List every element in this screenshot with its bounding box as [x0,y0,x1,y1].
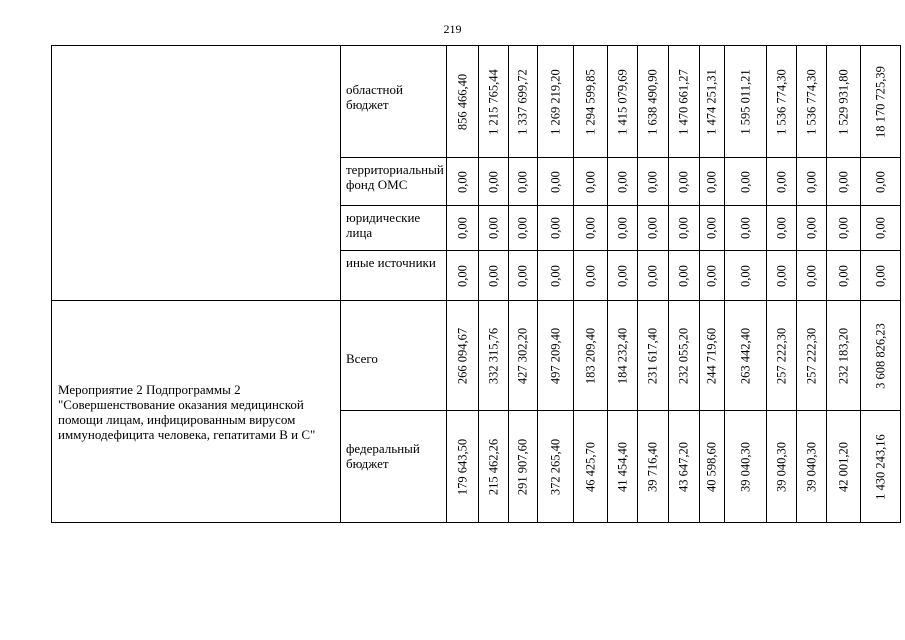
value-cell-total: 1 430 243,16 [873,433,887,500]
value-cell: 0,00 [774,170,788,193]
value-cell: 0,00 [836,264,850,287]
value-cell: 0,00 [583,170,597,193]
value-cell: 856 466,40 [455,73,469,130]
value-cell: 1 474 251,31 [704,68,719,135]
value-cell: 0,00 [676,217,691,239]
value-cell: 0,00 [704,264,719,287]
event-title: Мероприятие 2 Подпрограммы 2 "Совершенствование оказания медицинской помощи лицам, инфицированным вирусом иммунодефицита человека, гепатитами В и С" [52,301,341,523]
value-cell: 0,00 [615,264,629,287]
value-cell: 0,00 [738,170,752,193]
value-cell: 0,00 [738,217,752,239]
value-cell: 0,00 [804,170,818,193]
value-cell: 0,00 [615,170,629,193]
value-cell: 0,00 [676,170,691,193]
value-cell: 1 215 765,44 [486,68,500,135]
value-cell: 427 302,20 [515,327,530,384]
value-cell: 0,00 [583,217,597,239]
source-other: иные источники [341,251,447,301]
value-cell: 0,00 [583,264,597,287]
value-cell: 215 462,26 [486,438,500,495]
value-cell: 0,00 [836,170,850,193]
value-cell: 0,00 [455,264,469,287]
source-total: Всего [341,301,447,411]
value-cell: 0,00 [645,170,660,193]
value-cell: 0,00 [704,217,719,239]
value-cell: 0,00 [704,170,719,193]
table-row [52,46,901,158]
value-cell: 39 040,30 [774,441,788,492]
value-cell: 0,00 [515,170,530,193]
source-legal-entities: юридические лица [341,206,447,251]
value-cell: 39 040,30 [738,441,752,492]
value-cell: 1 294 599,85 [583,68,597,135]
event-cell-empty [52,46,341,301]
value-cell: 40 598,60 [704,441,719,492]
source-federal-budget: федеральный бюджет [341,411,447,523]
value-cell: 0,00 [455,170,469,193]
value-cell: 0,00 [738,264,752,287]
value-cell: 497 209,40 [548,327,562,384]
table-row [52,301,901,411]
value-cell: 1 470 661,27 [676,68,691,135]
value-cell: 1 269 219,20 [548,68,562,135]
value-cell: 179 643,50 [455,438,469,495]
value-cell: 184 232,40 [615,327,629,384]
value-cell: 257 222,30 [774,327,788,384]
value-cell: 46 425,70 [583,441,597,492]
value-cell: 232 183,20 [836,327,850,384]
value-cell: 0,00 [455,217,469,239]
page-number: 219 [443,22,462,36]
source-regional-budget: областной бюджет [341,46,447,158]
value-cell: 0,00 [515,264,530,287]
value-cell-total: 3 608 826,23 [873,322,887,389]
value-cell: 257 222,30 [804,327,818,384]
value-cell: 0,00 [836,217,850,239]
value-cell-total: 0,00 [873,264,887,287]
value-cell: 0,00 [548,170,562,193]
value-cell: 0,00 [548,217,562,239]
value-cell: 231 617,40 [645,327,660,384]
value-cell: 232 055,20 [676,327,691,384]
value-cell: 0,00 [486,170,500,193]
value-cell: 1 536 774,30 [774,68,788,135]
value-cell: 42 001,20 [836,441,850,492]
value-cell: 266 094,67 [455,327,469,384]
value-cell: 39 040,30 [804,441,818,492]
value-cell: 0,00 [804,217,818,239]
value-cell-total: 18 170 725,39 [873,65,887,138]
value-cell: 0,00 [515,217,530,239]
value-cell: 263 442,40 [738,327,752,384]
value-cell: 1 638 490,90 [645,68,660,135]
value-cell: 0,00 [645,264,660,287]
value-cell: 39 716,40 [645,441,660,492]
value-cell: 0,00 [615,217,629,239]
value-cell: 0,00 [774,264,788,287]
value-cell: 0,00 [486,264,500,287]
value-cell: 1 415 079,69 [615,68,629,135]
value-cell: 332 315,76 [486,327,500,384]
source-territorial-fund: территориальный фонд ОМС [341,158,447,206]
value-cell: 0,00 [676,264,691,287]
value-cell: 43 647,20 [676,441,691,492]
value-cell: 1 595 011,21 [738,68,752,135]
value-cell: 372 265,40 [548,438,562,495]
value-cell: 41 454,40 [615,441,629,492]
value-cell-total: 0,00 [873,217,887,239]
value-cell: 0,00 [548,264,562,287]
value-cell: 1 536 774,30 [804,68,818,135]
value-cell: 291 907,60 [515,438,530,495]
value-cell: 0,00 [804,264,818,287]
value-cell: 244 719,60 [704,327,719,384]
value-cell: 1 337 699,72 [515,68,530,135]
value-cell: 1 529 931,80 [836,68,850,135]
value-cell: 0,00 [774,217,788,239]
value-cell-total: 0,00 [873,170,887,193]
value-cell: 183 209,40 [583,327,597,384]
funding-table [51,45,901,523]
value-cell: 0,00 [645,217,660,239]
value-cell: 0,00 [486,217,500,239]
